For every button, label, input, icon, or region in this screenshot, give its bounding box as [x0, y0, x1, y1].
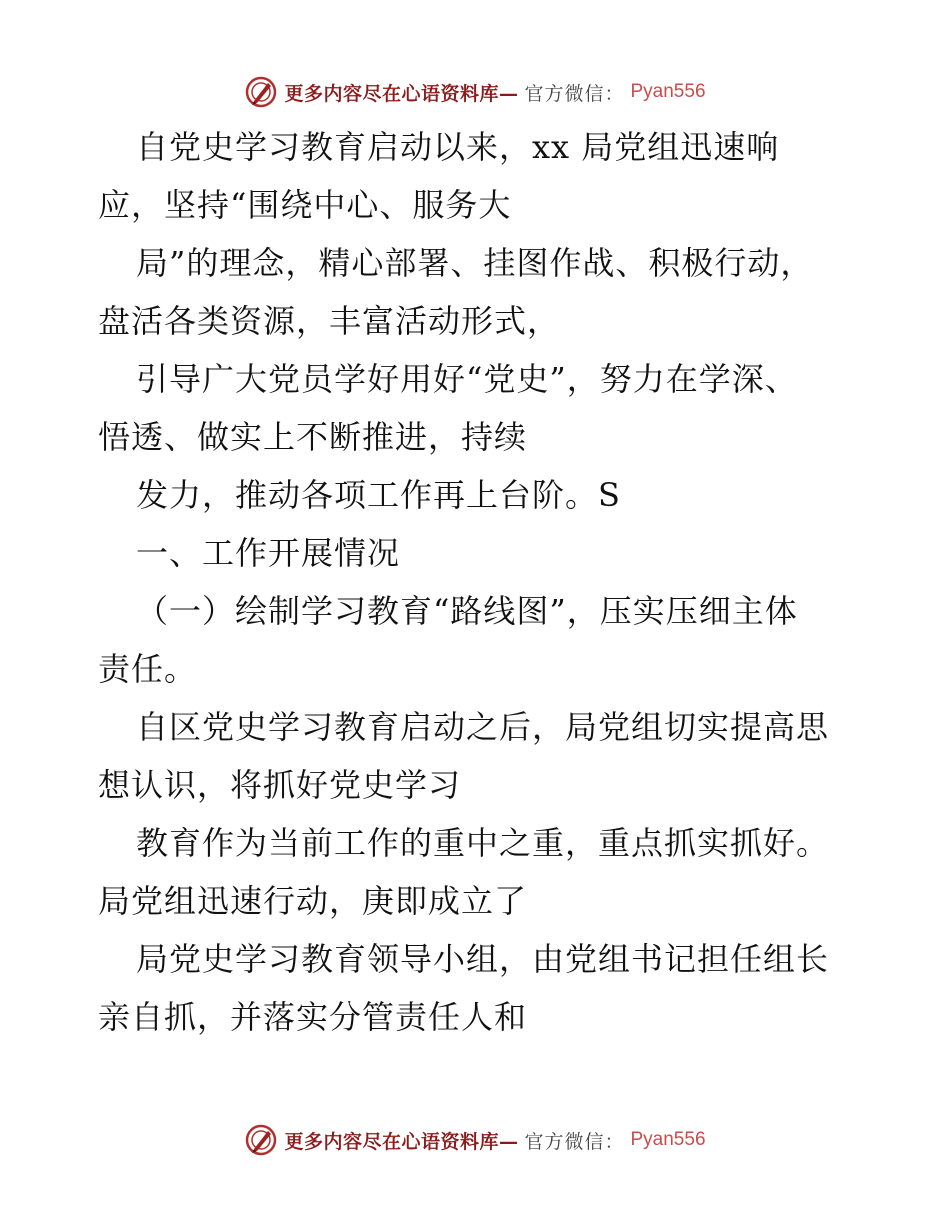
document-body	[98, 118, 868, 1046]
paragraph-line: 自党史学习教育启动以来，xx 局党组迅速响	[136, 128, 780, 166]
paragraph-line: 教育作为当前工作的重中之重，重点抓实抓好。	[136, 824, 830, 862]
paragraph-line: 悟透、做实上不断推进，持续	[98, 418, 528, 456]
banner-wechat-id: Pyan556	[630, 1129, 706, 1150]
paragraph-line: 局党史学习教育领导小组，由党组书记担任组长	[136, 940, 830, 978]
pen-logo-icon	[244, 75, 278, 109]
paragraph-line: 想认识，将抓好党史学习	[98, 766, 462, 804]
subsection-heading: （一）绘制学习教育“路线图”，压实压细主体	[136, 592, 798, 630]
paragraph-line: 应，坚持“围绕中心、服务大	[98, 186, 512, 224]
pen-logo-icon	[244, 1123, 278, 1157]
paragraph-line: 局党组迅速行动，庚即成立了	[98, 882, 528, 920]
paragraph-line: 盘活各类资源，丰富活动形式，	[98, 302, 561, 340]
footer-banner	[0, 1120, 950, 1160]
section-heading: 一、工作开展情况	[136, 534, 401, 572]
header-banner	[0, 72, 950, 112]
banner-main-text: 更多内容尽在心语资料库—	[284, 1130, 519, 1153]
banner-wechat-label: 官方微信：	[524, 1130, 625, 1153]
banner-wechat-id: Pyan556	[630, 81, 706, 102]
paragraph-line: 自区党史学习教育启动之后，局党组切实提高思	[136, 708, 830, 746]
paragraph-line: 局”的理念，精心部署、挂图作战、积极行动，	[136, 244, 814, 282]
paragraph-line: 发力，推动各项工作再上台阶。S	[136, 476, 621, 514]
banner-main-text: 更多内容尽在心语资料库—	[284, 82, 519, 105]
subsection-heading-continued: 责任。	[98, 650, 198, 688]
paragraph-line: 亲自抓，并落实分管责任人和	[98, 998, 528, 1036]
banner-wechat-label: 官方微信：	[524, 82, 625, 105]
paragraph-line: 引导广大党员学好用好“党史”，努力在学深、	[136, 360, 798, 398]
